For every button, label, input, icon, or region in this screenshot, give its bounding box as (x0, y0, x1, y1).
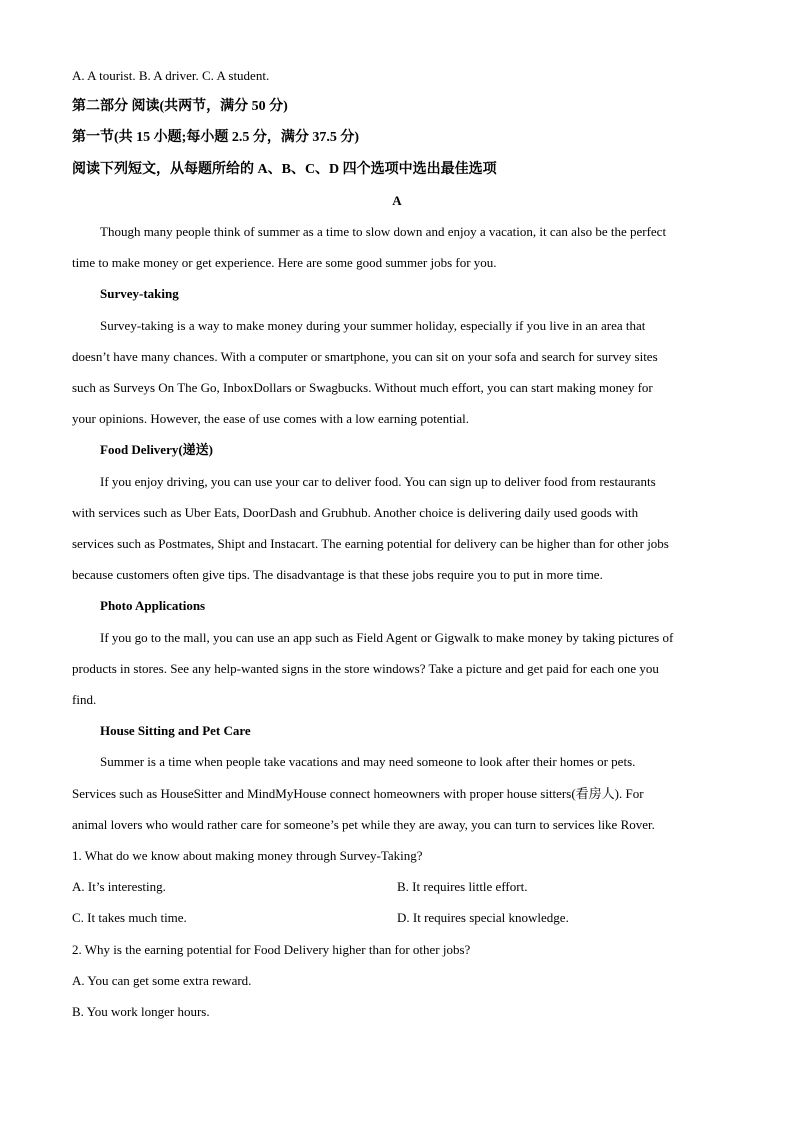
question-2 (72, 934, 722, 1028)
paragraph-line: products in stores. See any help-wanted signs in the store windows? Take a picture and get paid for each one you (72, 660, 659, 676)
job-title: House Sitting and Pet Care (100, 723, 251, 739)
option-a: A. You can get some extra reward. (72, 972, 252, 988)
option-a: A. It’s interesting. (72, 879, 166, 895)
paragraph-line: time to make money or get experience. Here are some good summer jobs for you. (72, 255, 497, 271)
paragraph-line: doesn’t have many chances. With a computer or smartphone, you can sit on your sofa and search for survey sites (72, 348, 658, 364)
paragraph-line: If you go to the mall, you can use an app such as Field Agent or Gigwalk to make money by taking pictures of (100, 629, 674, 645)
passage-intro (72, 216, 722, 278)
job-food-delivery (72, 434, 722, 590)
paragraph-line: If you enjoy driving, you can use your car to deliver food. You can sign up to deliver food from restaurants (100, 473, 656, 489)
job-title: Food Delivery(递送) (100, 442, 214, 458)
job-survey-taking (72, 278, 722, 434)
job-photo-applications (72, 590, 722, 715)
paragraph-line: services such as Postmates, Shipt and Instacart. The earning potential for delivery can be higher than for other jobs (72, 536, 669, 552)
option-d: D. It requires special knowledge. (397, 910, 569, 926)
paragraph-line: Survey-taking is a way to make money during your summer holiday, especially if you live in an area that (100, 317, 646, 333)
paragraph-line: because customers often give tips. The disadvantage is that these jobs require you to put in more time. (72, 567, 603, 583)
paragraph-line: your opinions. However, the ease of use comes with a low earning potential. (72, 411, 469, 427)
paragraph-line: with services such as Uber Eats, DoorDash and Grubhub. Another choice is delivering daily used goods with (72, 504, 639, 520)
question-stem: 2. Why is the earning potential for Food Delivery higher than for other jobs? (72, 941, 471, 957)
option-b: B. You work longer hours. (72, 1004, 210, 1020)
option-b: B. It requires little effort. (397, 879, 528, 895)
option-row (72, 871, 722, 902)
paragraph-line: such as Surveys On The Go, InboxDollars or Swagbucks. Without much effort, you can start making money for (72, 380, 653, 396)
previous-question-options: A. A tourist. B. A driver. C. A student. (72, 68, 270, 83)
part-two-header: 第二部分 阅读(共两节，满分 50 分) (72, 99, 288, 115)
job-title: Photo Applications (100, 598, 206, 614)
paragraph-line: Though many people think of summer as a time to slow down and enjoy a vacation, it can also be the perfect (100, 224, 667, 240)
reading-instruction: 阅读下列短文，从每题所给的 A、B、C、D 四个选项中选出最佳选项 (72, 161, 497, 177)
paragraph-line: find. (72, 692, 97, 708)
passage-label: A (392, 192, 402, 208)
paragraph-line: Services such as HouseSitter and MindMyHouse connect homeowners with proper house sitters(看房人). For (72, 785, 644, 801)
document-page (72, 60, 722, 1027)
section-one-header: 第一节(共 15 小题;每小题 2.5 分，满分 37.5 分) (72, 130, 359, 146)
option-c: C. It takes much time. (72, 910, 187, 926)
paragraph-line: animal lovers who would rather care for someone’s pet while they are away, you can turn to services like Rover. (72, 816, 655, 832)
job-house-sitting (72, 715, 722, 840)
job-title: Survey-taking (100, 286, 179, 302)
question-stem: 1. What do we know about making money through Survey-Taking? (72, 848, 423, 864)
question-1 (72, 840, 722, 934)
option-row (72, 902, 722, 933)
paragraph-line: Summer is a time when people take vacations and may need someone to look after their homes or pets. (100, 754, 636, 770)
